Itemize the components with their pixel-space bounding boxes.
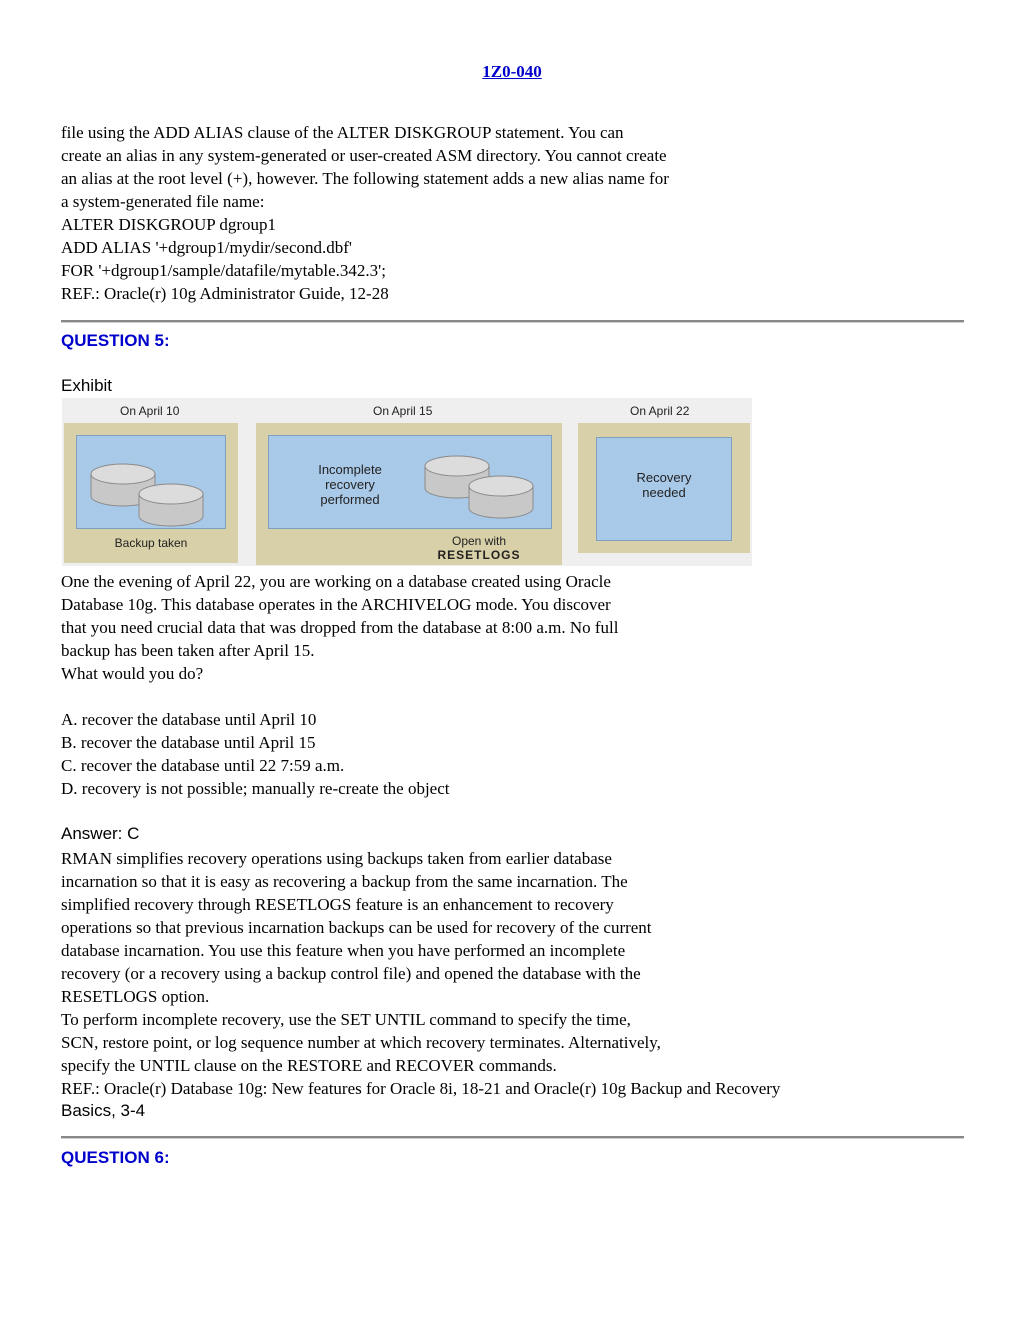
option-c: C. recover the database until 22 7:59 a.m. xyxy=(61,756,345,775)
question-6-title: QUESTION 6: xyxy=(61,1148,170,1167)
exhibit-incomplete-recovery-text: Incomplete recovery performed xyxy=(318,462,382,507)
option-b: B. recover the database until April 15 xyxy=(61,733,316,752)
exhibit-panel-backup xyxy=(64,423,238,563)
question-5-title: QUESTION 5: xyxy=(61,331,170,350)
exhibit-recovery-needed-text: Recovery needed xyxy=(636,470,692,500)
exhibit-caption-resetlogs: RESETLOGS xyxy=(437,548,521,562)
question-5-body: One the evening of April 22, you are working on a database created using Oracle Database 10g. This database operates in the ARCHIVELOG mode. You discover that you need crucial data that was dropped from the database at 8:00 a.m. No full backup has been taken after April 15. What would you do? xyxy=(61,572,619,683)
exhibit-label: Exhibit xyxy=(61,376,113,395)
exhibit-caption-backup: Backup taken xyxy=(114,536,188,550)
exhibit-date-april-10: On April 10 xyxy=(120,404,180,418)
section-divider xyxy=(61,320,964,323)
database-disks-icon xyxy=(77,436,225,528)
exhibit-screen-3 xyxy=(596,437,732,541)
exhibit-caption-open-with: Open with xyxy=(451,534,507,548)
option-a: A. recover the database until April 10 xyxy=(61,710,317,729)
answer-explanation: RMAN simplifies recovery operations using backups taken from earlier database incarnation so that it is easy as recovering a backup from the same incarnation. The simplified recovery through RESETLOGS feature is an enhancement to recovery operations so that previous incarnation backups can be used for recovery of the current database incarnation. You use this feature when you have performed an incomplete recovery (or a recovery using a backup control file) and opened the database with the RESETLOGS option. To perform incomplete recovery, use the SET UNTIL command to specify the time, SCN, restore point, or log sequence number at which recovery terminates. Alternatively, specify the UNTIL clause on the RESTORE and RECOVER commands. REF.: Oracle(r) Database 10g: New features for Oracle 8i, 18-21 and Oracle(r) 10g Backup and Recovery xyxy=(61,849,781,1098)
option-d: D. recovery is not possible; manually re-create the object xyxy=(61,779,450,798)
reference-tail: Basics, 3-4 xyxy=(61,1101,146,1120)
exhibit-panel-incomplete-recovery xyxy=(256,423,562,565)
document-code-link[interactable]: 1Z0-040 xyxy=(482,62,542,81)
exhibit-figure xyxy=(62,398,752,566)
exhibit-date-april-15: On April 15 xyxy=(373,404,433,418)
answer-options xyxy=(61,708,961,800)
intro-paragraph: file using the ADD ALIAS clause of the ALTER DISKGROUP statement. You can create an alias in any system-generated or user-created ASM directory. You cannot create an alias at the root level (+), however. The following statement adds a new alias name for a system-generated file name: ALTER DISKGROUP dgroup1 ADD ALIAS '+dgroup1/mydir/second.dbf' FOR '+dgroup1/sample/datafile/mytable.342.3'; REF.: Oracle(r) 10g Administrator Guide, 12-28 xyxy=(61,123,669,303)
section-divider xyxy=(61,1136,964,1139)
exhibit-screen-2 xyxy=(268,435,552,529)
exhibit-panel-recovery-needed xyxy=(578,423,750,553)
exhibit-date-april-22: On April 22 xyxy=(630,404,690,418)
database-disks-icon xyxy=(269,436,551,528)
answer-label: Answer: C xyxy=(61,824,140,843)
exhibit-screen-1 xyxy=(76,435,226,529)
